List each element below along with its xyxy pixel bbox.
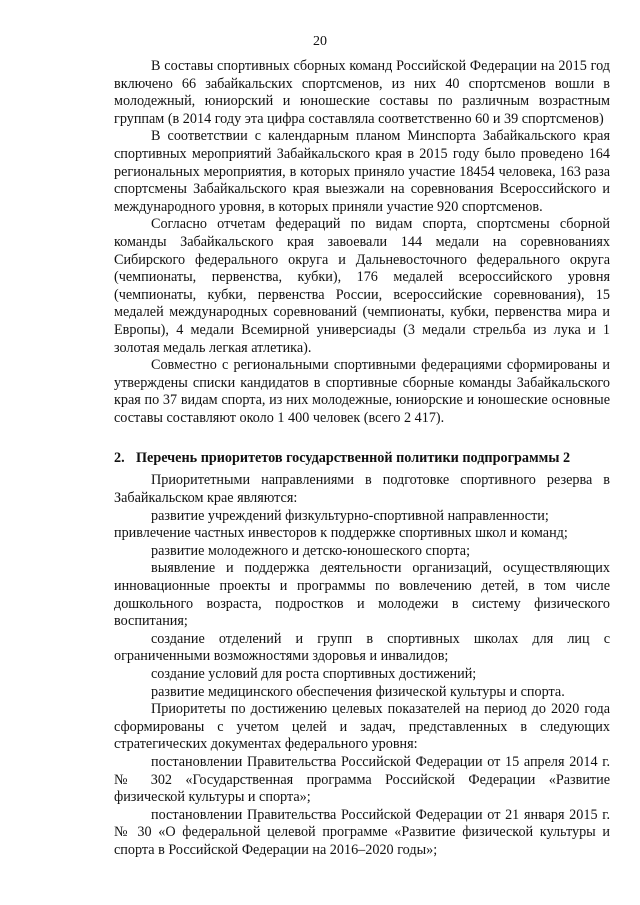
paragraph-priority-intro: Приоритетными направлениями в подготовке спортивного резерва в Забайкальском крае являются:: [114, 472, 610, 507]
paragraph-decree-30: постановлении Правительства Российской Федерации от 21 января 2015 г. № 30 «О федеральной целевой программе «Развитие физической культуры и спорта в Российской Федерации на 2016–2020 годы»;: [114, 806, 610, 858]
paragraph-target-priorities: Приоритеты по достижению целевых показателей на период до 2020 года сформированы с учетом целей и задач, представленных в следующих стратегических документах федерального уровня:: [114, 701, 610, 753]
section-title: Перечень приоритетов государственной политики подпрограммы 2: [136, 450, 571, 467]
list-item: выявление и поддержка деятельности организаций, осуществляющих инновационные проекты и программы по вовлечению детей, в том числе дошкольного возраста, подростков и молодежи в систему физического воспитания;: [114, 560, 610, 630]
document-body: [114, 58, 610, 860]
section-heading: [114, 449, 610, 467]
paragraph-decree-302: постановлении Правительства Российской Федерации от 15 апреля 2014 г. № 302 «Государственная программа Российской Федерации «Развитие физической культуры и спорта»;: [114, 753, 610, 806]
paragraph-candidate-lists: Совместно с региональными спортивными федерациями сформированы и утверждены списки кандидатов в спортивные сборные команды Забайкальского края по 37 видам спорта, из них молодежные, юниорские и юношеские основные составы составляют около 1 400 человек (всего 2 417).: [114, 357, 610, 426]
paragraph-national-team: В составы спортивных сборных команд Российской Федерации на 2015 год включено 66 забайкальских спортсменов, из них 40 спортсменов вошли в молодежный, юниорский и юношеские составы по различным возрастным группам (в 2014 году эта цифра составляла соответственно 60 и 39 спортсменов): [114, 58, 610, 127]
list-item: развитие учреждений физкультурно-спортивной направленности;: [151, 507, 549, 524]
section-number: 2.: [114, 450, 125, 467]
list-item: создание условий для роста спортивных достижений;: [151, 666, 477, 682]
list-item: развитие медицинского обеспечения физической культуры и спорта.: [151, 683, 565, 700]
list-item: развитие молодежного и детско-юношеского спорта;: [151, 542, 471, 559]
paragraph-calendar-plan: В соответствии с календарным планом Минспорта Забайкальского края спортивных мероприятий Забайкальского края в 2015 году было проведено 164 региональных мероприятия, в которых приняло участие 18454 человека, 163 раза спортсмены Забайкальского края выезжали на соревнования Всероссийского и международного уровня, в которых приняли участие 920 спортсменов.: [114, 128, 610, 215]
list-item: привлечение частных инвесторов к поддержке спортивных школ и команд;: [114, 525, 568, 542]
page-number: 20: [313, 34, 327, 49]
paragraph-medals: Согласно отчетам федераций по видам спорта, спортсмены сборной команды Забайкальского края завоевали 144 медали на соревнованиях Сибирского федерального округа и Дальневосточного федерального округа (чемпионаты, первенства, кубки), 176 медалей всероссийского уровня (чемпионаты, кубки, первенства России, всероссийские соревнования), 15 медалей международных соревнований (чемпионаты, кубки, первенства мира и Европы), 4 медали Всемирной универсиады (3 медали стрельба из лука и 1 золотая медаль легкая атлетика).: [114, 216, 610, 356]
list-item: создание отделений и групп в спортивных школах для лиц с ограниченными возможностями здоровья и инвалидов;: [114, 630, 610, 665]
